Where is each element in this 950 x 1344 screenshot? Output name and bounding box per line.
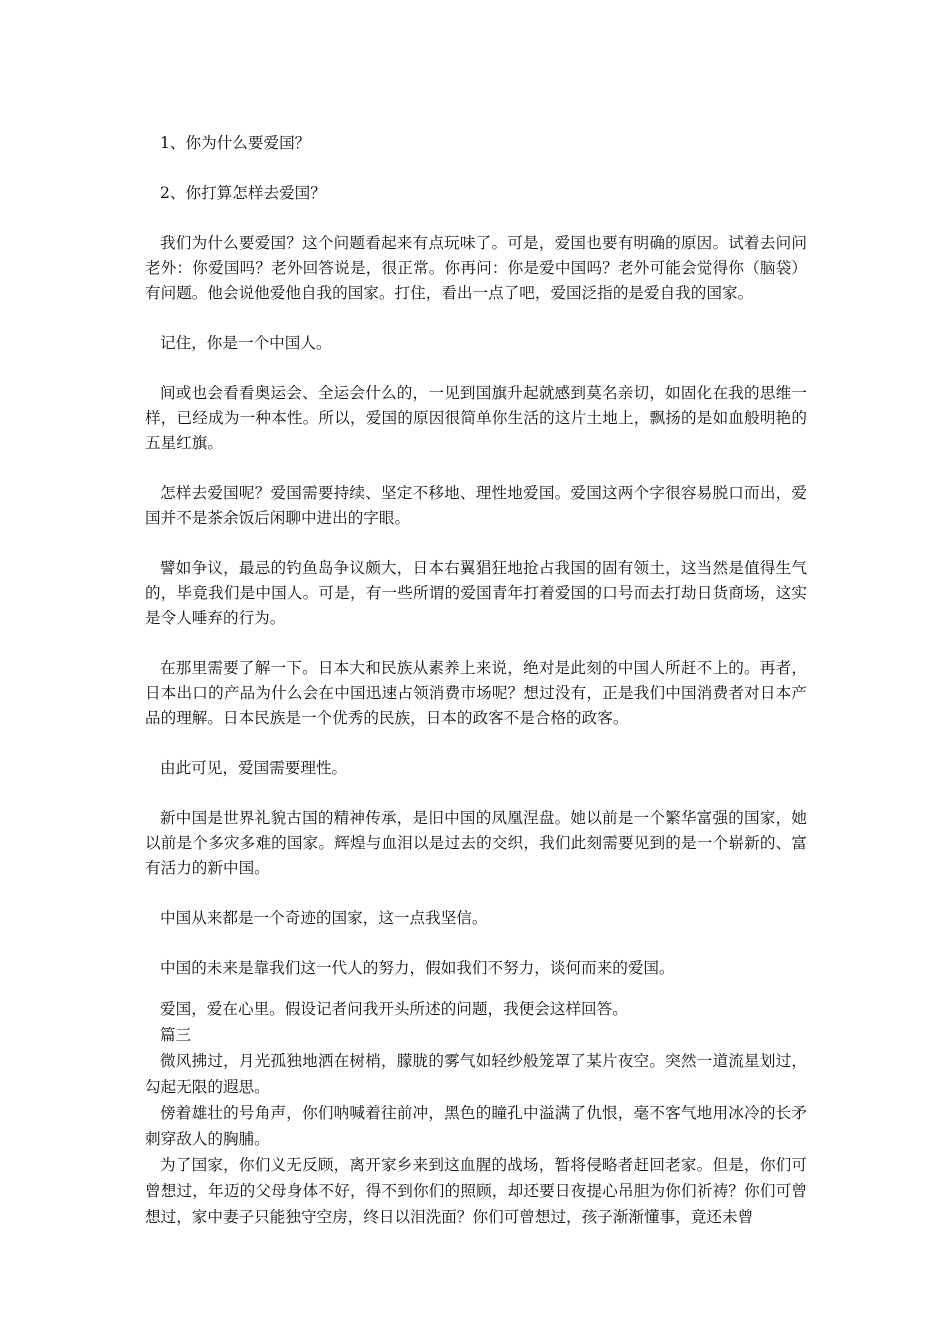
paragraph-diaoyu-dispute: 譬如争议，最忌的钓鱼岛争议颇大，日本右翼猖狂地抢占我国的固有领土，这当然是值得生气的，毕竟我们是中国人。可是，有一些所谓的爱国青年打着爱国的口号而去打劫日货商场，这实是令人唾弃的行为。 (145, 559, 807, 627)
paragraph-rational: 由此可见，爱国需要理性。 (160, 759, 348, 777)
paragraph-future: 中国的未来是靠我们这一代人的努力，假如我们不努力，谈何而来的爱国。 (160, 959, 675, 977)
paragraph-why-love-country: 我们为什么要爱国？这个问题看起来有点玩味了。可是，爱国也要有明确的原因。试着去问问老外：你爱国吗？老外回答说是，很正常。你再问：你是爱中国吗？老外可能会觉得你（脑袋）有问题。他会说他爱他自我的国家。打住，看出一点了吧，爱国泛指的是爱自我的国家。 (145, 234, 807, 302)
paragraph-how-to-love: 怎样去爱国呢？爱国需要持续、坚定不移地、理性地爱国。爱国这两个字很容易脱口而出，爱国并不是茶余饭后闲聊中进出的字眼。 (145, 484, 807, 527)
paragraph-breeze-moonlight: 微风拂过，月光孤独地洒在树梢，朦胧的雾气如轻纱般笼罩了某片夜空。突然一道流星划过，勾起无限的遐思。 (145, 1052, 807, 1096)
section-heading-part-three: 篇三 (160, 1026, 192, 1044)
paragraph-new-china: 新中国是世界礼貌古国的精神传承，是旧中国的凤凰涅盘。她以前是一个繁华富强的国家，她以前是个多灾多难的国家。辉煌与血泪以是过去的交织，我们此刻需要见到的是一个崭新的、富有活力的新中国。 (145, 809, 807, 877)
question-1: 1、你为什么要爱国？ (160, 134, 311, 152)
body-text-spaced (145, 131, 807, 1006)
body-text-compact (145, 996, 807, 1230)
paragraph-japan-quality: 在那里需要了解一下。日本大和民族从素养上来说，绝对是此刻的中国人所赶不上的。再者，日本出口的产品为什么会在中国迅速占领消费市场呢？想过没有，正是我们中国消费者对日本产品的理解。日本民族是一个优秀的民族，日本的政客不是合格的政客。 (145, 659, 807, 727)
paragraph-miracle: 中国从来都是一个奇迹的国家，这一点我坚信。 (160, 909, 488, 927)
paragraph-remember-chinese: 记住，你是一个中国人。 (160, 334, 332, 352)
question-2: 2、你打算怎样去爱国？ (160, 184, 326, 202)
paragraph-for-the-nation: 为了国家，你们义无反顾，离开家乡来到这血腥的战场，暂将侵略者赶回老家。但是，你们可曾想过，年迈的父母身体不好，得不到你们的照顾，却还要日夜提心吊胆为你们祈祷？你们可曾想过，家中妻子只能独守空房，终日以泪洗面？你们可曾想过，孩子渐渐懂事，竟还未曾 (145, 1156, 807, 1226)
paragraph-olympics-flag: 间或也会看看奥运会、全运会什么的，一见到国旗升起就感到莫名亲切，如固化在我的思维一样，已经成为一种本性。所以，爱国的原因很简单你生活的这片土地上，飘扬的是如血般明艳的五星红旗。 (145, 384, 807, 452)
paragraph-love-in-heart: 爱国，爱在心里。假设记者问我开头所述的问题，我便会这样回答。 (160, 1000, 628, 1018)
paragraph-horn-charge: 傍着雄壮的号角声，你们呐喊着往前冲，黑色的瞳孔中溢满了仇恨，毫不客气地用冰冷的长矛刺穿敌人的胸脯。 (145, 1104, 807, 1148)
